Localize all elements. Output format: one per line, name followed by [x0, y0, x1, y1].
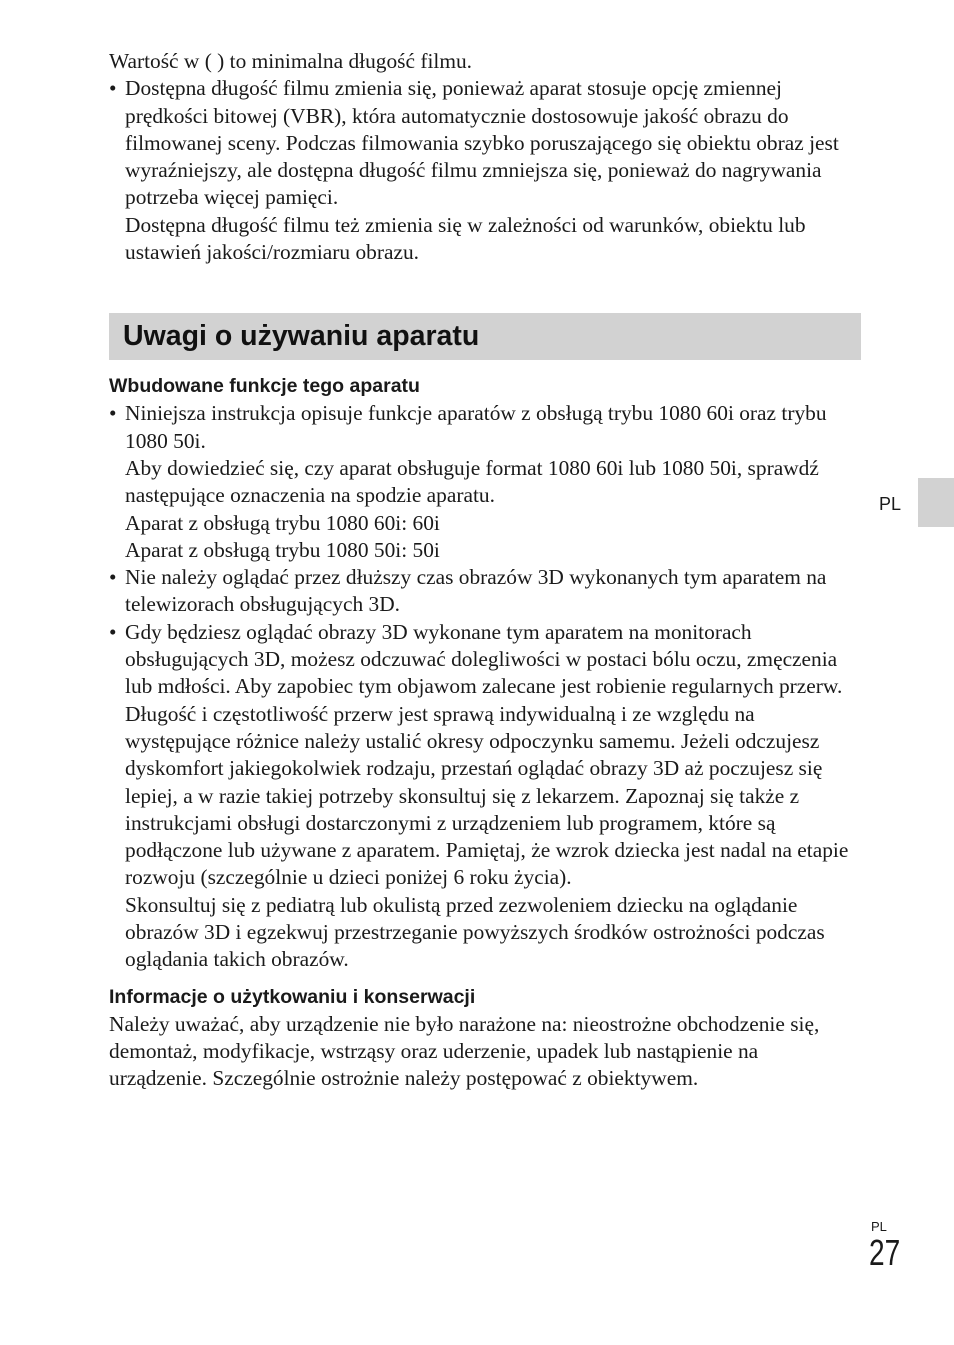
intro-bullet-text: Dostępna długość filmu zmienia się, ponieważ aparat stosuje opcję zmiennej prędkości bitowej (VBR), która automatycznie dostosowuje jakość obrazu do filmowanej sceny. Podczas filmowania szybko poruszającego się obiektu obraz jest wyraźniejszy, ale dostępna długość filmu zmniejsza się, ponieważ do nagrywania potrzeba więcej pamięci. [125, 76, 839, 210]
subheading-built-in-functions: Wbudowane funkcje tego aparatu [109, 375, 420, 398]
side-language-tab [918, 478, 954, 527]
intro-line: Wartość w ( ) to minimalna długość filmu. [109, 49, 473, 73]
intro-bullet-continuation: Dostępna długość filmu też zmienia się w zależności od warunków, obiektu lub ustawień jakości/rozmiaru obrazu. [125, 212, 806, 265]
bullet-formats-text: Niniejsza instrukcja opisuje funkcje aparatów z obsługą trybu 1080 60i oraz trybu 1080 50i. [125, 401, 827, 453]
bullet-formats [109, 400, 861, 564]
format-60i-line: Aparat z obsługą trybu 1080 60i: 60i [125, 510, 440, 535]
bullet-formats-continuation: Aby dowiedzieć się, czy aparat obsługuje format 1080 60i lub 1080 50i, sprawdź następujące oznaczenia na spodzie aparatu. [125, 455, 819, 508]
intro-bullet [109, 75, 861, 266]
page-number: 27 [869, 1232, 901, 1273]
subheading-usage-maintenance: Informacje o użytkowaniu i konserwacji [109, 985, 476, 1008]
side-language-label: PL [879, 494, 902, 514]
bullet-3d-tv-text: Nie należy oglądać przez dłuższy czas obrazów 3D wykonanych tym aparatem na telewizorach obsługujących 3D. [125, 565, 827, 617]
section-title: Uwagi o używaniu aparatu [123, 320, 480, 353]
usage-maintenance-text: Należy uważać, aby urządzenie nie było narażone na: nieostrożne obchodzenie się, demontaż, modyfikacje, wstrząsy oraz uderzenie, upadek lub nastąpienie na urządzenie. Szczególnie ostrożnie należy postępować z obiektywem. [109, 1011, 820, 1091]
bullet-mark: • [109, 565, 117, 590]
format-50i-line: Aparat z obsługą trybu 1080 50i: 50i [125, 537, 440, 562]
bullet-3d-health-continuation: Skonsultuj się z pediatrą lub okulistą przed zezwoleniem dziecku na oglądanie obrazów 3D i egzekwuj przestrzeganie powyższych środków ostrożności podczas oglądania takich obrazów. [125, 892, 825, 972]
page-content [109, 48, 861, 1093]
bullet-mark: • [109, 76, 117, 101]
bullet-3d-health-text: Gdy będziesz oglądać obrazy 3D wykonane tym aparatem na monitorach obsługujących 3D, możesz odczuwać dolegliwości w postaci bólu oczu, zmęczenia lub mdłości. Aby zapobiec tym objawom zalecane jest robienie regularnych przerw. Długość i częstotliwość przerw jest sprawą indywidualną i ze względu na występujące różnice należy ustalić okresy odpoczynku samemu. Jeżeli odczujesz dyskomfort jakiegokolwiek rodzaju, przestań oglądać obrazy 3D aż poczujesz się lepiej, a w razie takiej potrzeby skonsultuj się z lekarzem. Zapoznaj się także z instrukcjami obsługi dostarczonymi z urządzeniem lub programem, które są podłączone lub używane z aparatem. Pamiętaj, że wzrok dziecka jest nadal na etapie rozwoju (szczególnie u dzieci poniżej 6 roku życia). [125, 619, 849, 890]
footer-language: PL [871, 1219, 887, 1234]
bullet-mark: • [109, 401, 117, 426]
section-header [109, 313, 861, 360]
bullet-mark: • [109, 619, 117, 644]
bullet-3d-health [109, 619, 861, 974]
bullet-3d-tv [109, 564, 861, 619]
